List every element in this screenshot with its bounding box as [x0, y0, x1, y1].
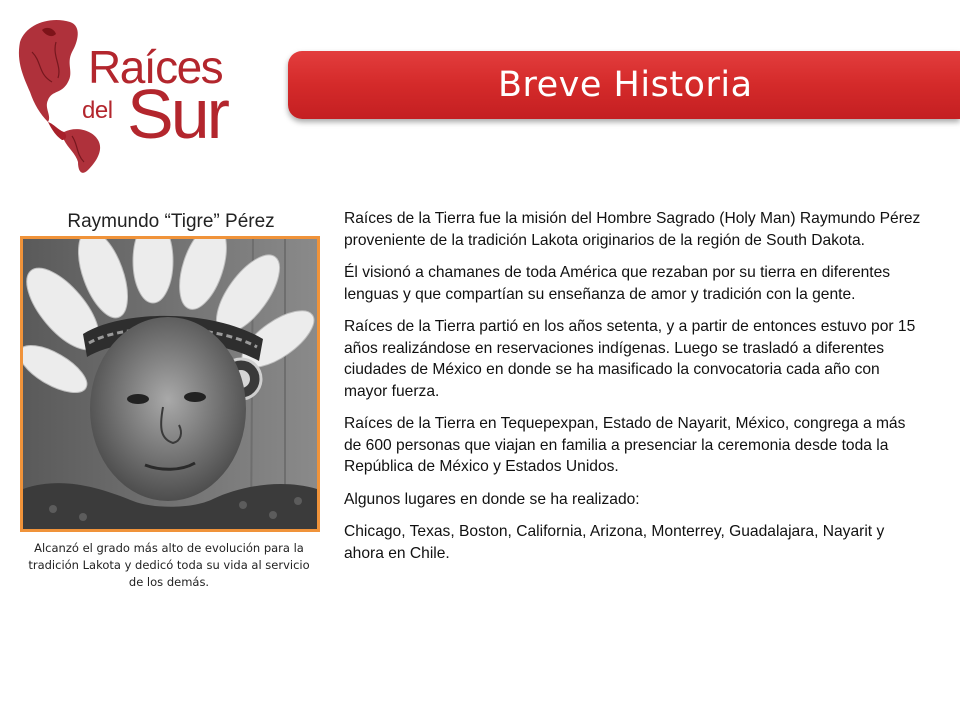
page-title: Breve Historia: [498, 65, 753, 105]
paragraph-tequepexpan: Raíces de la Tierra en Tequepexpan, Estado de Nayarit, México, congrega a más de 600 personas que viajan en familia a presenciar la ceremonia desde toda la República de México y Estados Unidos.: [344, 415, 906, 475]
photo-caption: Alcanzó el grado más alto de evolución para la tradición Lakota y dedicó toda su vida al servicio de los demás.: [28, 541, 310, 589]
profile-name: Raymundo “Tigre” Pérez: [67, 211, 275, 232]
logo: [12, 12, 227, 177]
history-text: [344, 208, 924, 575]
logo-word-del: del: [82, 97, 113, 124]
profile-photo: [20, 236, 320, 532]
paragraph-origins: Raíces de la Tierra partió en los años setenta, y a partir de entonces estuvo por 15 años realizándose en reservaciones indígenas. Luego se trasladó a diferentes ciudades de México en donde se ha masificado la convocatoria cada año con mayor fuerza.: [344, 318, 916, 400]
paragraph-places-intro: Algunos lugares en donde se ha realizado:: [344, 490, 640, 508]
logo-word-sur: Sur: [127, 75, 227, 153]
paragraph-places-list: Chicago, Texas, Boston, California, Arizona, Monterrey, Guadalajara, Nayarit y ahora en Chile.: [344, 523, 885, 562]
title-banner: [288, 51, 960, 119]
paragraph-mission: Raíces de la Tierra fue la misión del Hombre Sagrado (Holy Man) Raymundo Pérez proveniente de la tradición Lakota originarios de la región de South Dakota.: [344, 210, 921, 249]
portrait-headdress-photo: [23, 239, 317, 529]
paragraph-vision: Él visionó a chamanes de toda América que rezaban por su tierra en diferentes lenguas y que compartían su enseñanza de amor y tradición con la gente.: [344, 264, 891, 303]
logo-word-raices: Raíces: [88, 41, 223, 93]
